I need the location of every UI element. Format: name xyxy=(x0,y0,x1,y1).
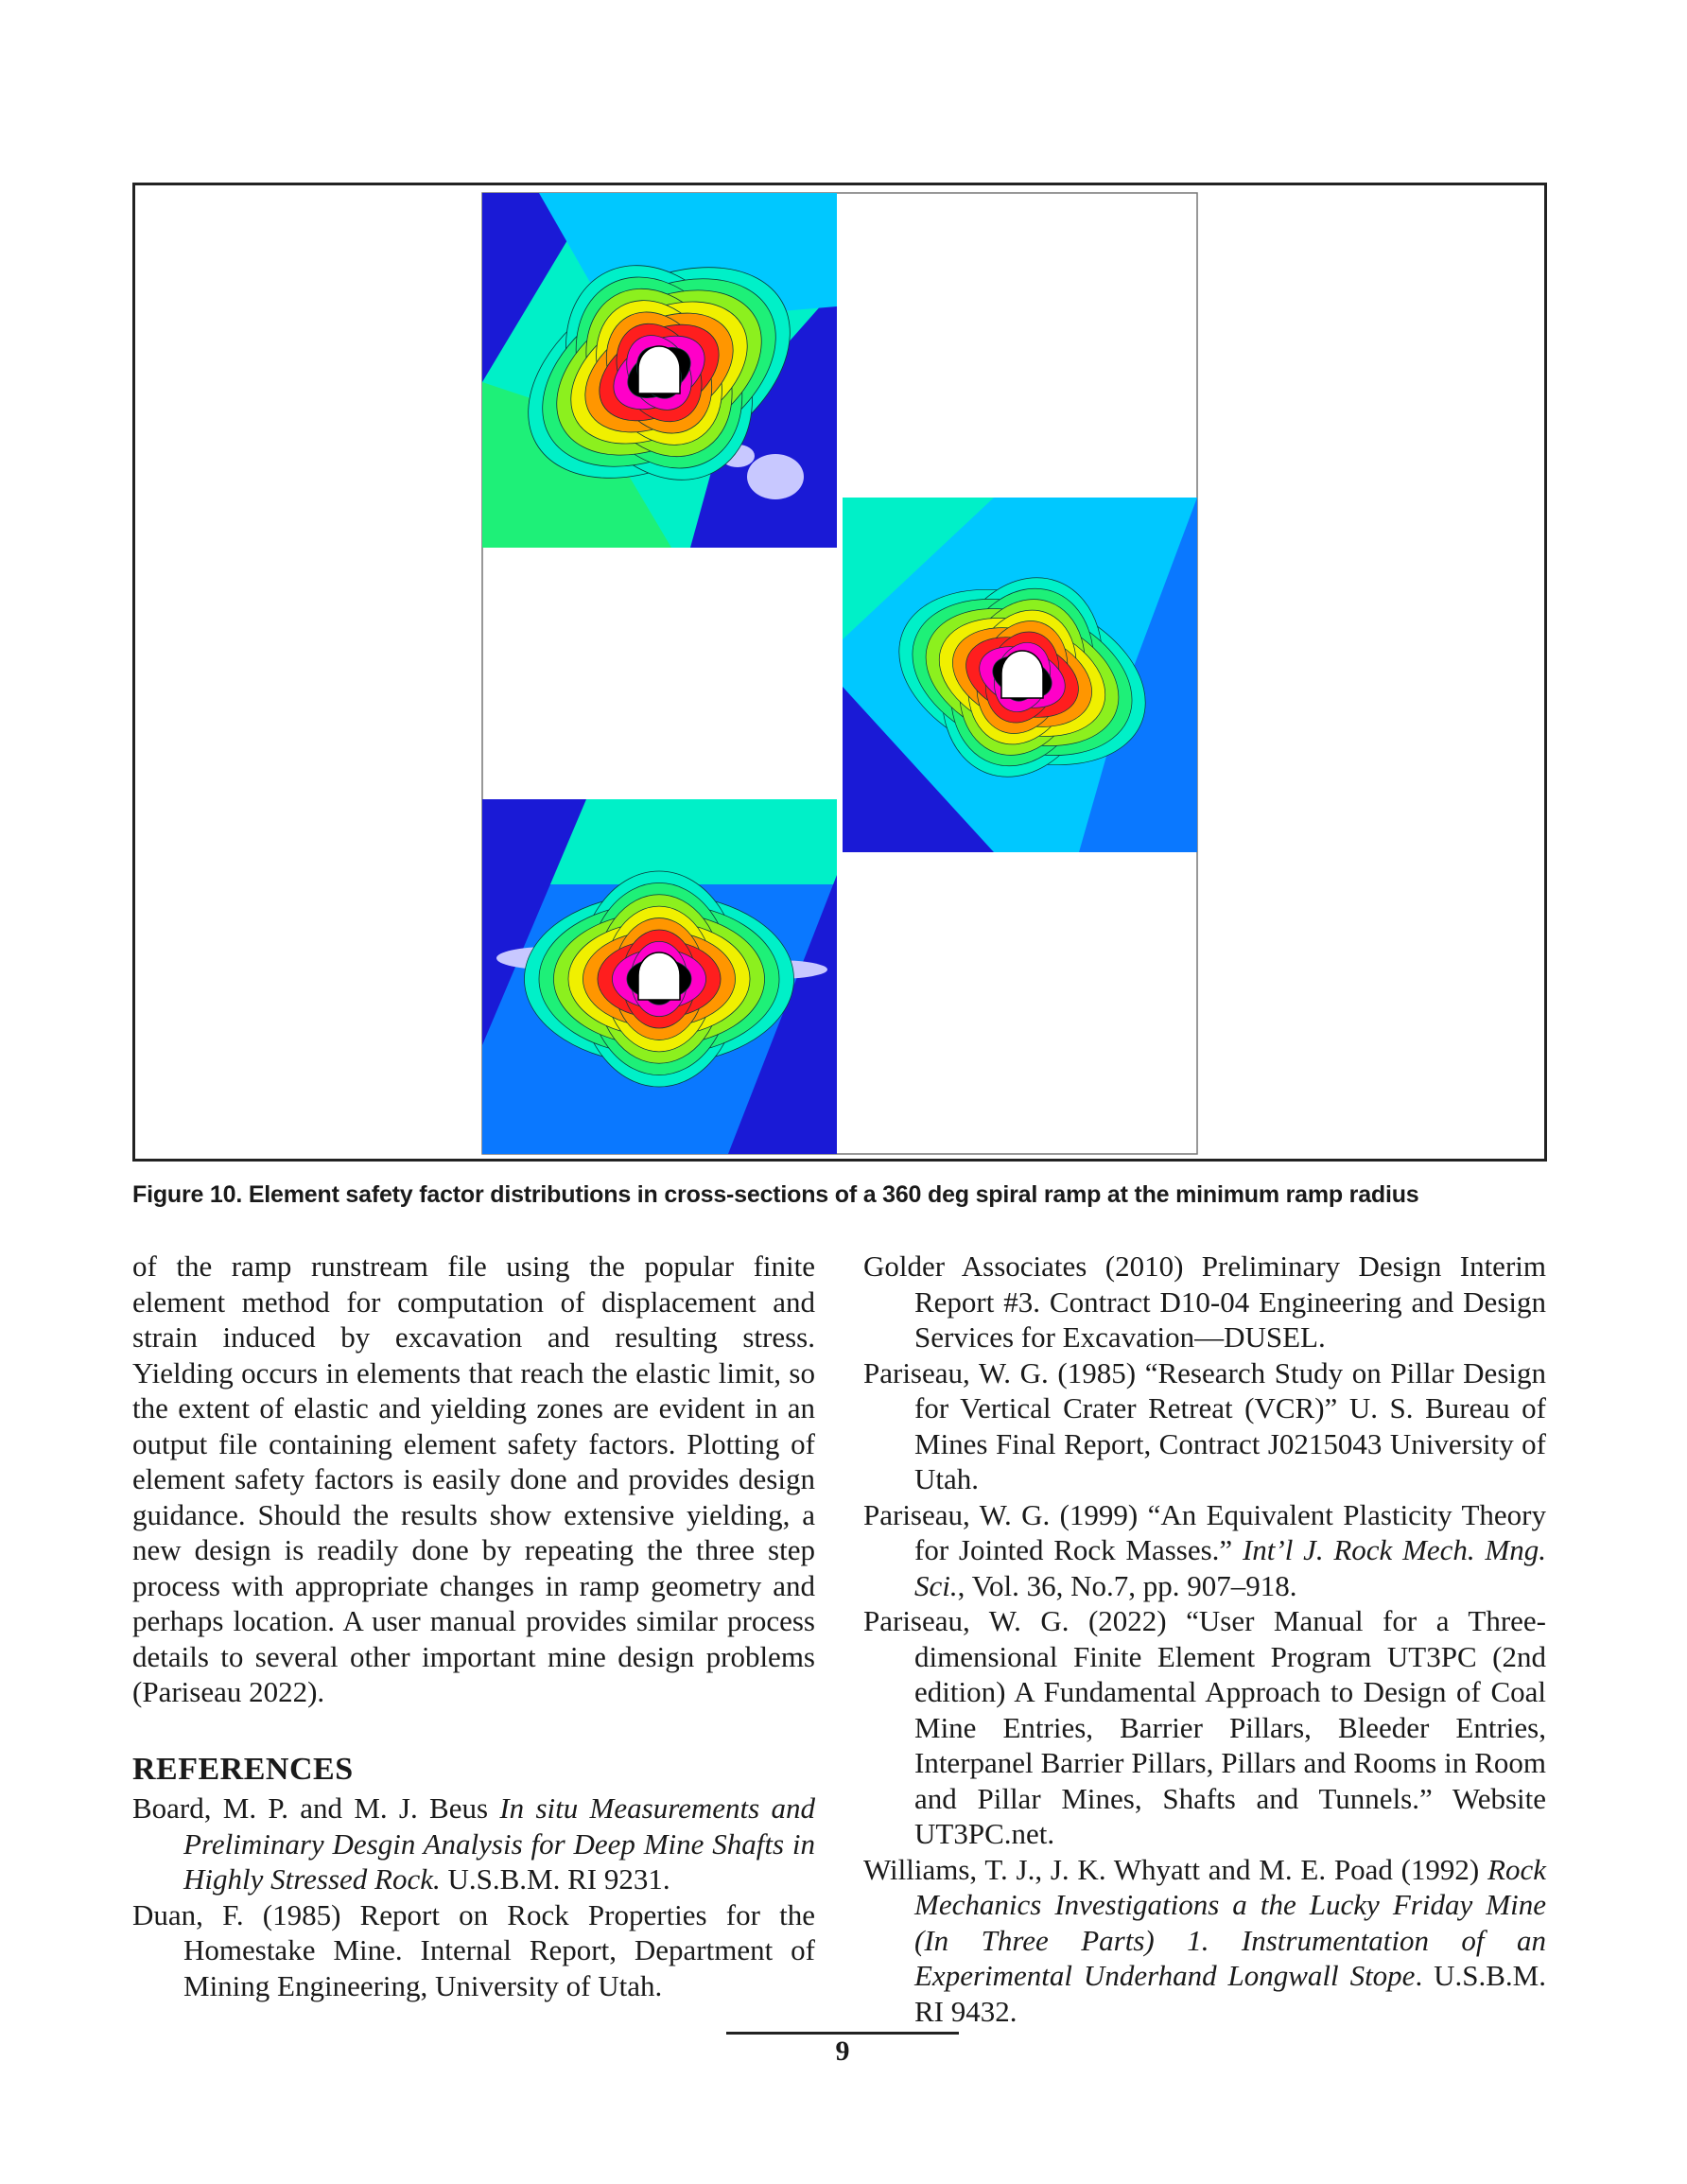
reference-item: Pariseau, W. G. (1999) “An Equivalent Plasticity Theory for Jointed Rock Masses.” Int’l J. Rock Mech. Mng. Sci., Vol. 36, No.7, pp. 907–918. xyxy=(863,1497,1546,1602)
reference-item: Pariseau, W. G. (2022) “User Manual for a Three-dimensional Finite Element Program UT3PC (2nd edition) A Fundamental Approach to Design of Coal Mine Entries, Barrier Pillars, Bleeder Entries, Interpanel Barrier Pillars, Pillars and Rooms in Room and Pillar Mines, Shafts and Tunnels.” Website UT3PC.net. xyxy=(863,1604,1546,1850)
panel-middle-right xyxy=(843,498,1197,852)
references-heading: REFERENCES xyxy=(132,1751,354,1787)
panel-top-left xyxy=(479,193,839,548)
reference-item: Pariseau, W. G. (1985) “Research Study on Pillar Design for Vertical Crater Retreat (VCR)” U. S. Bureau of Mines Final Report, Contract J0215043 University of Utah. xyxy=(863,1355,1546,1495)
body-paragraph: of the ramp runstream file using the popular finite element method for computation of displacement and strain induced by excavation and resulting stress. Yielding occurs in elements that reach the elastic limit, so the extent of elastic and yielding zones are evident in an output file containing element safety factors. Plotting of element safety factors is easily done and provides design guidance. Should the results show extensive yielding, a new design is readily done by repeating the three step process with appropriate changes in ramp geometry and perhaps location. A user manual provides similar process details to several other important mine design problems (Pariseau 2022). xyxy=(132,1249,815,1708)
figure-frame xyxy=(132,183,1547,1162)
reference-item: Duan, F. (1985) Report on Rock Properties for the Homestake Mine. Internal Report, Department of Mining Engineering, University of Utah. xyxy=(132,1897,815,2002)
tunnel-opening xyxy=(638,952,680,1000)
reference-item: Williams, T. J., J. K. Whyatt and M. E. Poad (1992) Rock Mechanics Investigations a the Lucky Friday Mine (In Three Parts) 1. Instrumentation of an Experimental Underhand Longwall Stope. U.S.B.M. RI 9432. xyxy=(863,1852,1546,2028)
right-column xyxy=(863,1249,1546,2029)
left-column xyxy=(132,1249,815,2003)
page-number: 9 xyxy=(835,2035,850,2067)
contour-region xyxy=(747,454,804,499)
safety-factor-figure xyxy=(135,185,1544,1159)
page-rule xyxy=(726,2032,959,2035)
reference-item: Board, M. P. and M. J. Beus In situ Measurements and Preliminary Desgin Analysis for Deep Mine Shafts in Highly Stressed Rock. U.S.B.M. RI 9231. xyxy=(132,1791,815,1896)
panel-bottom-left xyxy=(482,799,837,1154)
reference-item: Golder Associates (2010) Preliminary Design Interim Report #3. Contract D10-04 Engineering and Design Services for Excavation—DUSEL. xyxy=(863,1249,1546,1354)
tunnel-opening xyxy=(638,346,680,393)
figure-caption: Figure 10. Element safety factor distributions in cross-sections of a 360 deg spiral ramp at the minimum ramp radius xyxy=(132,1181,1419,1208)
tunnel-opening xyxy=(1001,651,1043,698)
